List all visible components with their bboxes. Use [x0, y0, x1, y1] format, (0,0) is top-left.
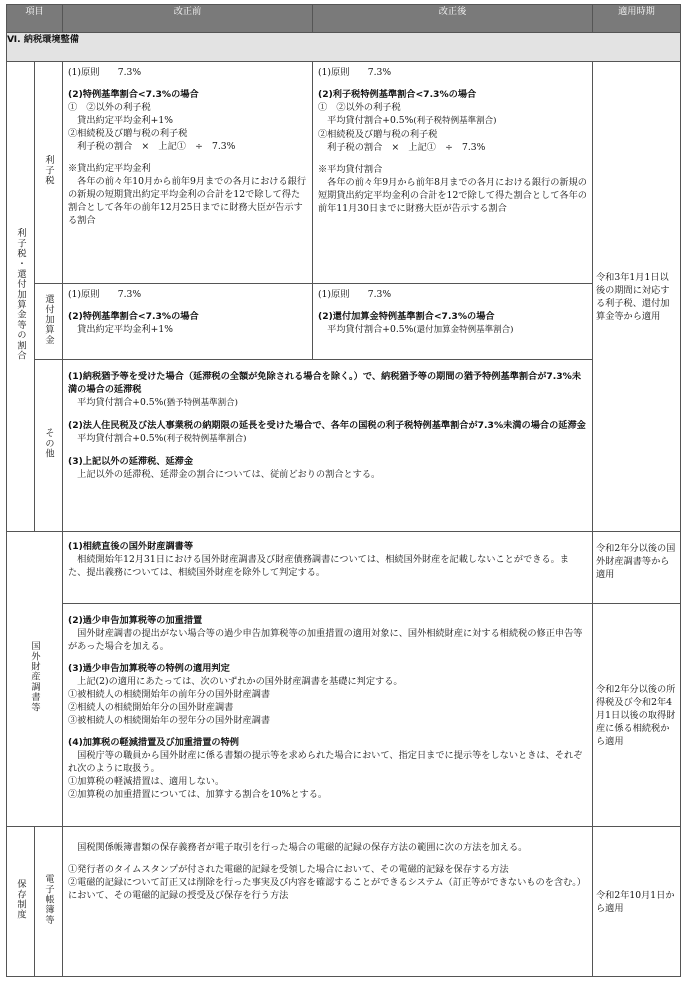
foreign-block-1 [63, 532, 593, 604]
foreign-block-2 [63, 604, 593, 827]
text: ②相続税及び贈与税の利子税 [68, 128, 188, 139]
text: (4)加算税の軽減措置及び加重措置の特例 [68, 737, 239, 748]
text: 利子税の割合 × 上記① ÷ 7.3% [68, 141, 236, 152]
text: 貸出約定平均金利+1% [68, 115, 173, 126]
header-row [7, 5, 681, 33]
text: 相続開始年12月31日における国外財産調書及び財産債務調書については、相続国外財産を記載しないことができる。また、提出義務については、相続国外財産を除外して判定する。 [68, 554, 569, 578]
row-rishizei [7, 62, 681, 284]
text: (3)過少申告加算税等の特例の適用判定 [68, 663, 230, 674]
rishizei-label: 利子税 [43, 155, 54, 186]
text: 平均貸付割合+0.5% [68, 397, 164, 408]
row-storage [7, 827, 681, 977]
text: (2)法人住民税及び法人事業税の納期限の延長を受けた場合で、各年の国税の利子税特例基準割合が7.3%未満の場合の延滞金 [68, 420, 586, 431]
header-after: 改正後 [313, 5, 593, 33]
text: (1)相続直後の国外財産調書等 [68, 541, 194, 552]
kanpu-label-cell [35, 284, 63, 360]
text: 貸出約定平均金利+1% [68, 324, 173, 335]
text: (3)上記以外の延滞税、延滞金 [68, 456, 194, 467]
text: (1)納税猶予等を受けた場合（延滞税の全額が免除される場合を除く。）で、納税猶予等の期間の猶予特例基準割合が7.3%未満の場合の延滞税 [68, 371, 582, 395]
rishizei-after [313, 62, 593, 284]
group3-label: 保存制度 [15, 879, 26, 920]
text: 令和2年分以後の所得税及び令和2年4月1日以後の取得財産に係る相続税から適用 [596, 683, 676, 747]
group3-applied [593, 827, 681, 977]
group3-sublabel-cell [35, 827, 63, 977]
kanpu-before [63, 284, 313, 360]
header-item: 項目 [7, 5, 63, 33]
text: 平均貸付割合+0.5% [68, 433, 164, 444]
text: ②相続人の相続開始年分の国外財産調書 [68, 702, 234, 713]
other-content [63, 360, 593, 532]
text: 国外財産調書の提出がない場合等の過少申告加算税等の加重措置の適用対象に、国外相続財産に対する相続税の修正申告等があった場合を加える。 [68, 628, 583, 652]
text: 令和2年10月1日から適用 [596, 889, 675, 914]
text: ① ②以外の利子税 [68, 102, 151, 113]
text: 令和2年分以後の国外財産調書等から適用 [596, 543, 676, 580]
row-kanpu [7, 284, 681, 360]
group2-applied-1 [593, 532, 681, 604]
group2-label: 国外財産調書等 [29, 641, 40, 713]
text: ③被相続人の相続開始年の翌年分の国外財産調書 [68, 715, 271, 726]
group3-sublabel: 電子帳簿等 [43, 874, 54, 925]
group1-label: 利子税・還付加算金等の割合 [15, 228, 26, 361]
text: 各年の前々年9月から前年8月までの各月における銀行の新規の短期貸出約定平均金利の合計を12で除して得た割合として各年の前年11月30日までに財務大臣が告示する割合 [318, 177, 587, 214]
text: ②相続税及び贈与税の利子税 [318, 129, 438, 140]
group1-applied [593, 62, 681, 532]
text: (利子税特例基準割合) [413, 116, 497, 126]
group1-label-cell [7, 62, 35, 532]
text: (1)原則 7.3% [318, 67, 392, 78]
text: ①加算税の軽減措置は、適用しない。 [68, 776, 225, 787]
text: (1)原則 7.3% [68, 289, 142, 300]
text: 各年の前々年10月から前年9月までの各月における銀行の新規の短期貸出約定平均金利の合計を12で除して得た割合として各年の前年12月25日までに財務大臣が告示する割合 [68, 176, 307, 226]
text: ②電磁的記録について訂正又は削除を行った事実及び内容を確認することができるシステム（訂正等ができないものを含む。）において、その電磁的記録の授受及び保存を行う方法 [68, 877, 586, 901]
row-other [7, 360, 681, 532]
text: 上記(2)の適用にあたっては、次のいずれかの国外財産調書を基礎に判定する。 [68, 676, 403, 687]
text: (2)特例基準割合<7.3%の場合 [68, 311, 199, 322]
group3-label-cell [7, 827, 35, 977]
rishizei-before [63, 62, 313, 284]
text: ①発行者のタイムスタンプが付された電磁的記録を受領した場合において、その電磁的記録を保存する方法 [68, 864, 509, 875]
text: 平均貸付割合+0.5% [318, 115, 414, 126]
storage-content [63, 827, 593, 977]
text: (2)利子税特例基準割合<7.3%の場合 [318, 89, 477, 100]
kanpu-after [313, 284, 593, 360]
text: (2)過少申告加算税等の加重措置 [68, 615, 203, 626]
text: ※貸出約定平均金利 [68, 163, 151, 174]
text: ① ②以外の利子税 [318, 102, 401, 113]
text: ※平均貸付割合 [318, 164, 383, 175]
text: (還付加算金特例基準割合) [413, 325, 514, 335]
text: (1)原則 7.3% [318, 289, 392, 300]
text: (猶予特例基準割合) [163, 398, 238, 408]
kanpu-label: 還付加算金 [43, 294, 54, 345]
text: 国税関係帳簿書類の保存義務者が電子取引を行った場合の電磁的記録の保存方法の範囲に次の方法を加える。 [68, 842, 528, 853]
section-row [7, 33, 681, 62]
text: ②加算税の加重措置については、加算する割合を10%とする。 [68, 789, 328, 800]
section-title: Ⅵ. 納税環境整備 [7, 33, 681, 62]
text: ①被相続人の相続開始年の前年分の国外財産調書 [68, 689, 271, 700]
text: 上記以外の延滞税、延滞金の割合については、従前どおりの割合とする。 [68, 469, 381, 480]
group2-label-cell [7, 532, 63, 827]
other-label-cell [35, 360, 63, 532]
text: (2)特例基準割合<7.3%の場合 [68, 89, 199, 100]
rishizei-label-cell [35, 62, 63, 284]
text: 令和3年1月1日以後の期間に対応する利子税、還付加算金等から適用 [596, 271, 670, 322]
text: 利子税の割合 × 上記① ÷ 7.3% [318, 142, 486, 153]
text: (利子税特例基準割合) [163, 434, 247, 444]
other-label: その他 [43, 428, 54, 459]
text: 平均貸付割合+0.5% [318, 324, 414, 335]
row-foreign-1 [7, 532, 681, 604]
tax-reform-table [6, 4, 681, 977]
header-before: 改正前 [63, 5, 313, 33]
group2-applied-2 [593, 604, 681, 827]
row-foreign-2 [7, 604, 681, 827]
text: (2)還付加算金特例基準割合<7.3%の場合 [318, 311, 495, 322]
header-applied: 適用時期 [593, 5, 681, 33]
text: (1)原則 7.3% [68, 67, 142, 78]
text: 国税庁等の職員から国外財産に係る書類の提示等を求められた場合において、指定日までに提示等をしないときは、それぞれ次のように取扱う。 [68, 750, 583, 774]
